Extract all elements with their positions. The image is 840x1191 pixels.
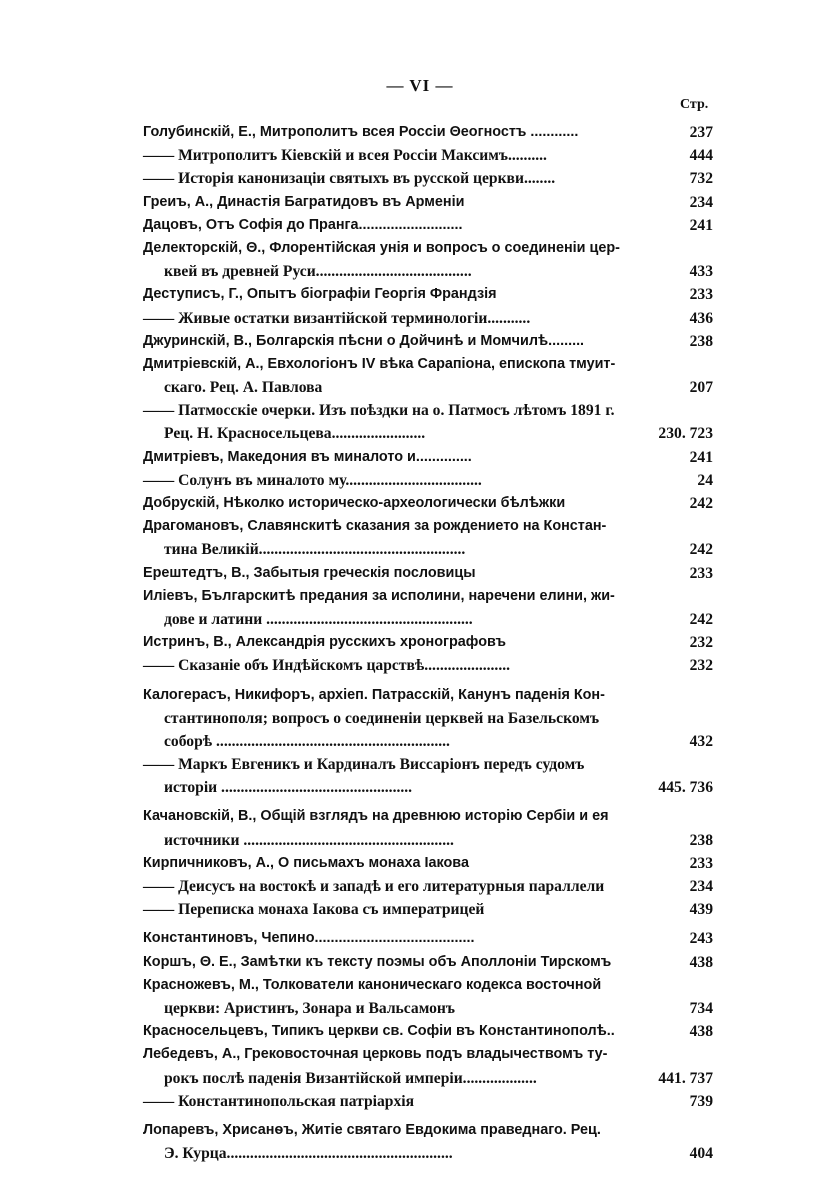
- index-line: [0, 608, 840, 631]
- entry-title: Г., Опытъ біографіи Георгія Франдзія: [224, 286, 497, 303]
- entry-title: —— Константинопольская патріархія: [143, 1092, 415, 1110]
- entry-text: [164, 829, 454, 852]
- author-name: Греиъ,: [143, 193, 191, 210]
- entry-text: [143, 974, 601, 997]
- author-name: Голубинскій,: [143, 124, 235, 140]
- index-line: [0, 167, 840, 190]
- index-line: [0, 144, 840, 167]
- entry-title: источники ......................................................: [164, 831, 454, 849]
- author-name: Джуринскій,: [143, 332, 230, 349]
- author-name: Калогерасъ,: [143, 686, 231, 703]
- entry-title: —— Деисусъ на востокѣ и западѣ и его литературныя параллели: [143, 878, 605, 895]
- entry-title: Никифоръ, архіеп. Патрасскій, Канунъ паденія Кон-: [230, 686, 605, 703]
- page-number: 238: [689, 831, 713, 849]
- index-line: [0, 469, 840, 492]
- entry-text: [143, 469, 482, 492]
- entry-title: В., Болгарскія пѣсни о Дойчинѣ и Момчилѣ.........: [229, 332, 585, 349]
- entry-title: скаго. Рец. А. Павлова: [164, 379, 323, 397]
- entry-text: [143, 1090, 414, 1113]
- page-number: 432: [689, 732, 713, 750]
- index-line: [0, 997, 840, 1020]
- page-number: 436: [689, 309, 713, 327]
- page-number: 732: [689, 170, 713, 188]
- index-line: [0, 237, 840, 260]
- author-name: Ерештедтъ,: [143, 564, 228, 581]
- index-line: [0, 707, 840, 730]
- entry-title: Чепино........................................: [257, 930, 475, 947]
- entry-title: —— Сказаніе объ Индѣйскомъ царствѣ......................: [143, 657, 511, 675]
- author-name: Лебедевъ,: [143, 1046, 218, 1063]
- entry-title: Хрисанѳъ, Житіе святаго Евдокима праведнаго. Рец.: [218, 1121, 601, 1138]
- index-line: [0, 1090, 840, 1113]
- author-name: Красножевъ,: [143, 976, 235, 993]
- index-line: [0, 927, 840, 950]
- author-name: Дацовъ,: [143, 216, 202, 233]
- index-line: [0, 260, 840, 283]
- entry-text: [143, 515, 606, 538]
- page-number: 232: [689, 634, 713, 652]
- entry-text: [143, 753, 584, 776]
- entry-text: [143, 562, 476, 585]
- entry-title: стантинополя; вопросъ о соединеніи церквей на Базельскомъ: [164, 709, 600, 727]
- entry-title: рокъ послѣ паденія Византійской имперіи...................: [164, 1069, 537, 1087]
- entry-title: Славянскитѣ сказания за рождението на Констан-: [243, 518, 607, 535]
- author-name: Иліевъ,: [143, 587, 198, 604]
- entry-title: —— Переписка монаха Іакова съ императрицей: [143, 901, 485, 919]
- entry-title: Е., Митрополитъ всея Россіи Θеогностъ ............: [234, 124, 579, 140]
- index-line: [0, 330, 840, 353]
- entry-title: —— Солунъ въ миналото му...................................: [143, 471, 482, 489]
- index-line: [0, 214, 840, 237]
- page-number: 438: [689, 1023, 713, 1041]
- entry-text: [164, 538, 465, 561]
- index-line: [0, 191, 840, 214]
- entry-text: [143, 283, 497, 306]
- index-line: [0, 1067, 840, 1090]
- index-line: [0, 121, 840, 144]
- entry-title: М., Толкователи каноническаго кодекса восточной: [234, 976, 602, 993]
- page-number: 739: [689, 1092, 713, 1110]
- entry-text: [143, 1043, 607, 1066]
- entry-text: [143, 805, 609, 828]
- index-line: [0, 805, 840, 828]
- page-number: 242: [689, 610, 713, 628]
- index-line: [0, 353, 840, 376]
- entry-text: [143, 927, 474, 950]
- entry-title: Рец. Н. Красносельцева........................: [164, 425, 426, 443]
- index-entries: [0, 121, 840, 1165]
- author-name: Истринъ,: [143, 634, 210, 651]
- index-line: [0, 730, 840, 753]
- author-name: Добрускій,: [143, 495, 220, 511]
- entry-title: Отъ Софія до Пранга..........................: [201, 216, 463, 233]
- page-number: 233: [689, 564, 713, 582]
- page-number: 241: [689, 448, 713, 466]
- author-name: Коршъ,: [143, 953, 196, 970]
- author-name: Кирпичниковъ,: [143, 854, 252, 871]
- page-number: 207: [689, 379, 713, 397]
- entry-text: [164, 422, 425, 445]
- author-name: Делекторскій,: [143, 239, 243, 256]
- entry-text: [143, 875, 604, 898]
- entry-text: [143, 951, 611, 974]
- page-number: 734: [689, 999, 713, 1017]
- entry-text: [143, 852, 469, 875]
- page-number: 433: [689, 263, 713, 281]
- page-number: 234: [689, 878, 713, 895]
- page-column-heading: Стр.: [680, 97, 709, 112]
- entry-text: [143, 1119, 601, 1142]
- entry-text: [143, 654, 510, 677]
- index-line: [0, 585, 840, 608]
- entry-title: —— Митрополитъ Кіевскій и всея Россіи Максимъ..........: [143, 147, 547, 165]
- entry-text: [143, 631, 506, 654]
- page-number: 238: [689, 332, 713, 350]
- page-number: 24: [697, 471, 713, 489]
- index-line: [0, 852, 840, 875]
- entry-title: А., Династія Багратидовъ въ Арменіи: [190, 193, 465, 210]
- index-line: [0, 422, 840, 445]
- entry-title: Нѣколко историческо-археологически бѣлѣжки: [219, 495, 566, 511]
- index-line: [0, 283, 840, 306]
- index-line: [0, 753, 840, 776]
- entry-title: тина Великій.....................................................: [164, 541, 466, 559]
- entry-title: Э. Курца..........................................................: [164, 1145, 453, 1163]
- entry-text: [143, 898, 484, 921]
- entry-text: [143, 121, 578, 144]
- index-line: [0, 399, 840, 422]
- index-line: [0, 562, 840, 585]
- index-line: [0, 1020, 840, 1043]
- entry-text: [164, 1142, 453, 1165]
- index-line: [0, 538, 840, 561]
- author-name: Константиновъ,: [143, 930, 258, 947]
- entry-title: В., Александрія русскихъ хронографовъ: [209, 634, 506, 651]
- entry-text: [143, 144, 547, 167]
- page-number: 404: [689, 1145, 713, 1163]
- entry-title: соборѣ ............................................................: [164, 732, 450, 750]
- index-line: [0, 654, 840, 677]
- author-name: Драгомановъ,: [143, 518, 244, 535]
- entry-title: Типикъ церкви св. Софіи въ Константинополѣ..: [267, 1023, 615, 1040]
- entry-text: [164, 260, 472, 283]
- entry-text: [164, 608, 473, 631]
- entry-title: Θ., Флорентійская унія и вопросъ о соединеніи цер-: [242, 239, 620, 256]
- entry-title: Българскитѣ предания за исполини, наречени елини, жи-: [197, 587, 615, 604]
- index-line: [0, 376, 840, 399]
- entry-title: исторіи .................................................: [164, 779, 413, 797]
- author-name: Дмитріевскій,: [143, 355, 242, 372]
- page-number: 439: [689, 901, 713, 919]
- page-number: 233: [689, 854, 713, 872]
- entry-title: —— Живые остатки византійской терминологіи...........: [143, 309, 531, 327]
- page-number: 438: [689, 953, 713, 971]
- author-name: Лопаревъ,: [143, 1121, 219, 1138]
- index-line: [0, 776, 840, 799]
- entry-text: [164, 997, 455, 1020]
- entry-text: [143, 307, 530, 330]
- entry-text: [143, 1020, 615, 1043]
- index-line: [0, 829, 840, 852]
- page-number: 232: [689, 657, 713, 675]
- entry-title: —— Патмосскіе очерки. Изъ поѣздки на о. Патмосъ лѣтомъ 1891 г.: [143, 402, 615, 420]
- author-name: Дмитріевъ,: [143, 448, 224, 465]
- page-number: 230. 723: [658, 425, 713, 443]
- index-line: [0, 875, 840, 898]
- page-number: 234: [689, 193, 713, 211]
- index-line: [0, 307, 840, 330]
- page-number: 243: [689, 930, 713, 948]
- entry-title: Θ. Е., Замѣтки къ тексту поэмы объ Аполлоніи Тирскомъ: [195, 953, 612, 970]
- entry-text: [164, 776, 412, 799]
- index-line: [0, 951, 840, 974]
- entry-title: В., Забытыя греческія пословицы: [227, 564, 476, 581]
- entry-text: [143, 353, 615, 376]
- entry-text: [143, 214, 462, 237]
- entry-text: [143, 446, 472, 469]
- index-line: [0, 1119, 840, 1142]
- entry-title: дове и латини .....................................................: [164, 610, 473, 628]
- entry-title: А., Евхологіонъ IV вѣка Сарапіона, епископа тмуит-: [241, 355, 616, 372]
- page-number: 242: [689, 495, 713, 512]
- page-number: 241: [689, 216, 713, 234]
- entry-title: —— Маркъ Евгеникъ и Кардиналъ Виссаріонъ передъ судомъ: [143, 756, 585, 774]
- entry-title: церкви: Аристинъ, Зонара и Вальсамонъ: [164, 999, 456, 1017]
- page-number: 237: [689, 124, 713, 141]
- author-name: Красносельцевъ,: [143, 1023, 268, 1040]
- author-name: Деступисъ,: [143, 286, 225, 303]
- entry-text: [164, 376, 322, 399]
- page-number: 445. 736: [658, 779, 713, 797]
- entry-text: [164, 1067, 537, 1090]
- entry-text: [143, 399, 615, 422]
- index-line: [0, 1142, 840, 1165]
- entry-text: [143, 684, 605, 707]
- entry-text: [164, 730, 450, 753]
- entry-text: [143, 492, 565, 515]
- page-header: — VI —: [386, 76, 454, 95]
- index-line: [0, 684, 840, 707]
- index-line: [0, 898, 840, 921]
- entry-text: [164, 707, 599, 730]
- page-number: 441. 737: [658, 1069, 713, 1087]
- page-number: 444: [689, 147, 713, 165]
- index-line: [0, 1043, 840, 1066]
- entry-text: [143, 330, 584, 353]
- entry-title: А., Грековосточная церковь подъ владычествомъ ту-: [217, 1046, 608, 1063]
- entry-title: квей въ древней Руси........................................: [164, 263, 472, 281]
- entry-text: [143, 237, 620, 260]
- entry-title: А., О письмахъ монаха Іакова: [251, 854, 469, 871]
- author-name: Качановскій,: [143, 808, 234, 825]
- entry-text: [143, 167, 555, 190]
- index-line: [0, 515, 840, 538]
- index-line: [0, 446, 840, 469]
- entry-text: [143, 585, 615, 608]
- index-line: [0, 492, 840, 515]
- index-line: [0, 974, 840, 997]
- entry-title: В., Общій взглядъ на древнюю исторію Сербіи и ея: [233, 808, 609, 825]
- page-number: 242: [689, 541, 713, 559]
- page-number: 233: [689, 286, 713, 304]
- entry-title: —— Исторія канонизаціи святыхъ въ русской церкви........: [143, 170, 556, 188]
- entry-title: Македония въ миналото и..............: [223, 448, 472, 465]
- entry-text: [143, 191, 464, 214]
- index-line: [0, 631, 840, 654]
